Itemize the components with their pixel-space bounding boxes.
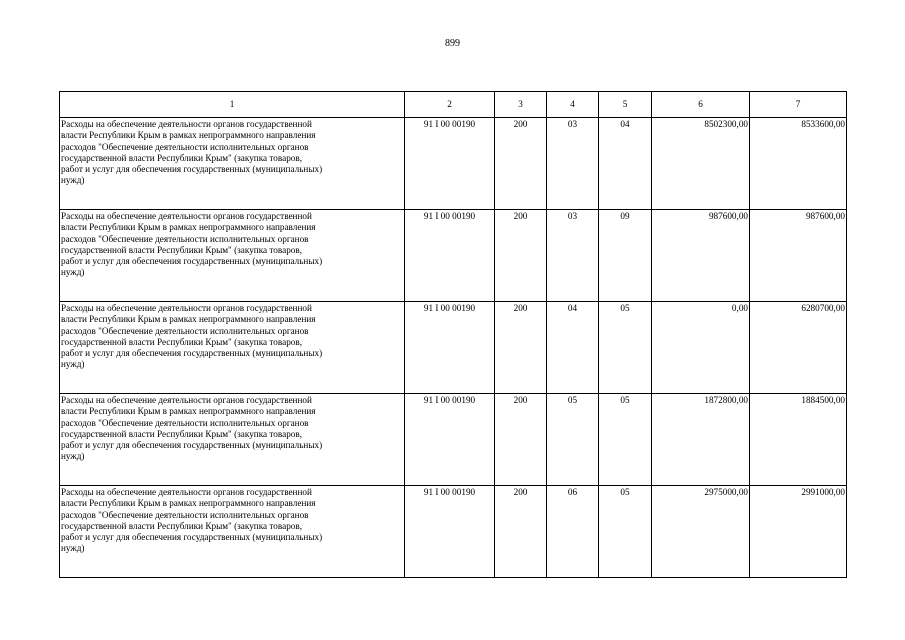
row-amount-2: 987600,00 [750, 210, 847, 302]
page-number: 899 [445, 38, 460, 49]
row-section: 03 [547, 210, 599, 302]
table-row [60, 210, 847, 302]
row-amount-1: 8502300,00 [652, 118, 750, 210]
row-expense-type: 200 [495, 394, 547, 486]
row-amount-1: 0,00 [652, 302, 750, 394]
header-cell-2: 2 [405, 92, 495, 118]
table-row [60, 302, 847, 394]
row-description: Расходы на обеспечение деятельности органов государственной власти Республики Крым в рамках непрограммного направления расходов "Обеспечение деятельности исполнительных органов государственной власти Республики Крым" (закупка товаров, работ и услуг для обеспечения государственных (муниципальных) нужд) [60, 210, 405, 302]
row-subsection: 09 [599, 210, 652, 302]
row-subsection: 04 [599, 118, 652, 210]
row-description: Расходы на обеспечение деятельности органов государственной власти Республики Крым в рамках непрограммного направления расходов "Обеспечение деятельности исполнительных органов государственной власти Республики Крым" (закупка товаров, работ и услуг для обеспечения государственных (муниципальных) нужд) [60, 118, 405, 210]
row-amount-2: 2991000,00 [750, 486, 847, 578]
row-section: 05 [547, 394, 599, 486]
header-cell-6: 6 [652, 92, 750, 118]
row-description: Расходы на обеспечение деятельности органов государственной власти Республики Крым в рамках непрограммного направления расходов "Обеспечение деятельности исполнительных органов государственной власти Республики Крым" (закупка товаров, работ и услуг для обеспечения государственных (муниципальных) нужд) [60, 486, 405, 578]
header-cell-1: 1 [60, 92, 405, 118]
header-cell-5: 5 [599, 92, 652, 118]
row-section: 06 [547, 486, 599, 578]
table-row [60, 486, 847, 578]
header-row [60, 92, 847, 118]
row-amount-1: 2975000,00 [652, 486, 750, 578]
row-target-code: 91 I 00 00190 [405, 210, 495, 302]
row-expense-type: 200 [495, 210, 547, 302]
row-section: 04 [547, 302, 599, 394]
row-section: 03 [547, 118, 599, 210]
row-amount-1: 1872800,00 [652, 394, 750, 486]
row-target-code: 91 I 00 00190 [405, 394, 495, 486]
row-subsection: 05 [599, 486, 652, 578]
row-expense-type: 200 [495, 302, 547, 394]
row-subsection: 05 [599, 302, 652, 394]
header-cell-4: 4 [547, 92, 599, 118]
row-amount-2: 1884500,00 [750, 394, 847, 486]
header-cell-7: 7 [750, 92, 847, 118]
row-target-code: 91 I 00 00190 [405, 302, 495, 394]
table-row [60, 394, 847, 486]
row-expense-type: 200 [495, 118, 547, 210]
row-amount-1: 987600,00 [652, 210, 750, 302]
header-cell-3: 3 [495, 92, 547, 118]
row-target-code: 91 I 00 00190 [405, 118, 495, 210]
row-subsection: 05 [599, 394, 652, 486]
row-target-code: 91 I 00 00190 [405, 486, 495, 578]
row-amount-2: 6280700,00 [750, 302, 847, 394]
table-row [60, 118, 847, 210]
row-expense-type: 200 [495, 486, 547, 578]
row-description: Расходы на обеспечение деятельности органов государственной власти Республики Крым в рамках непрограммного направления расходов "Обеспечение деятельности исполнительных органов государственной власти Республики Крым" (закупка товаров, работ и услуг для обеспечения государственных (муниципальных) нужд) [60, 302, 405, 394]
budget-table [59, 91, 847, 578]
row-amount-2: 8533600,00 [750, 118, 847, 210]
row-description: Расходы на обеспечение деятельности органов государственной власти Республики Крым в рамках непрограммного направления расходов "Обеспечение деятельности исполнительных органов государственной власти Республики Крым" (закупка товаров, работ и услуг для обеспечения государственных (муниципальных) нужд) [60, 394, 405, 486]
